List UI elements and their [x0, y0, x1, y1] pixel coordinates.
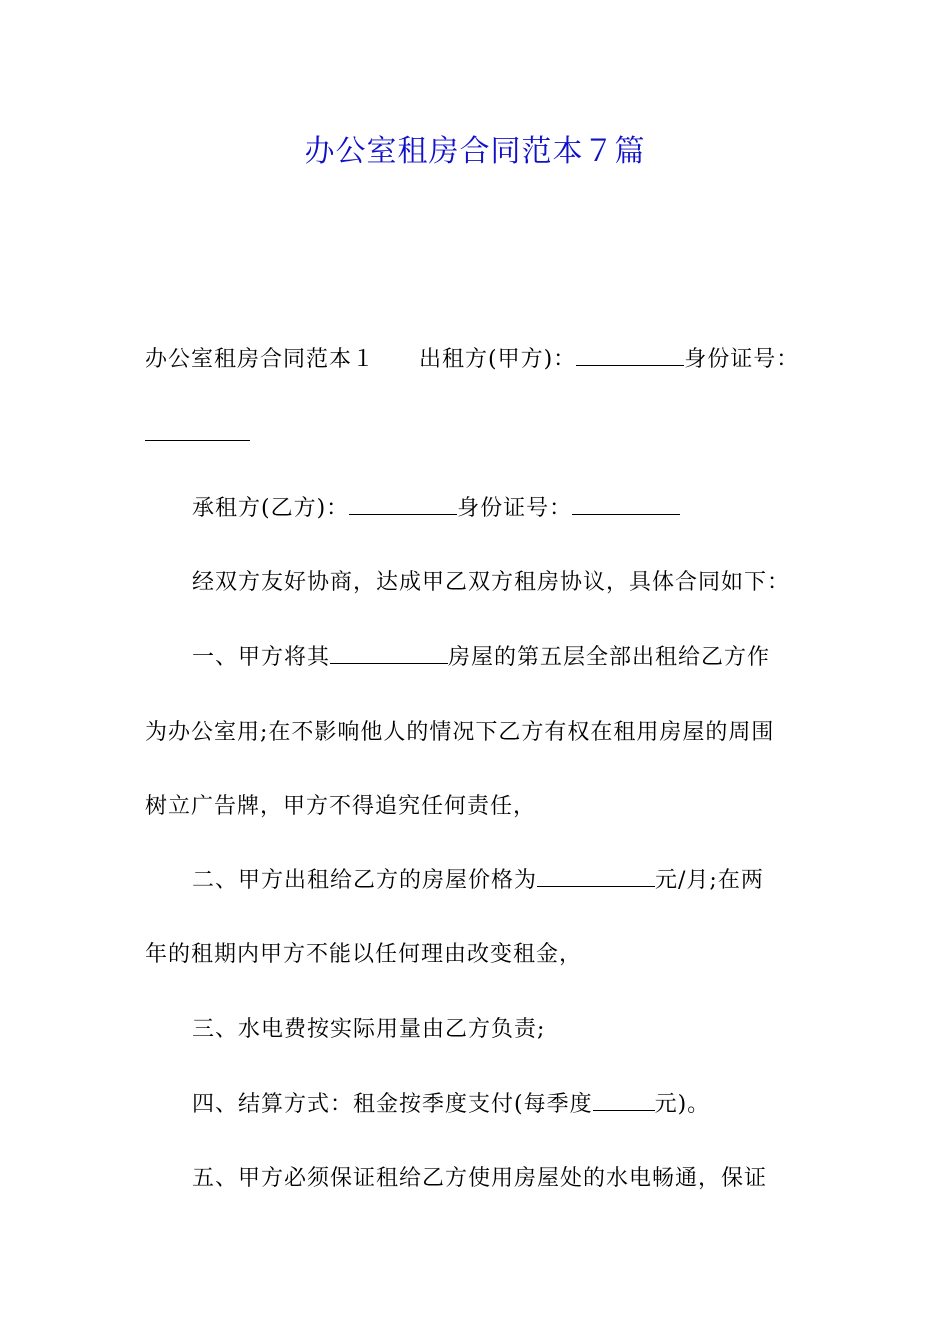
intro-paragraph: 经双方友好协商，达成甲乙双方租房协议，具体合同如下：	[192, 570, 791, 595]
clause-4-text-b: 元)。	[654, 1092, 711, 1117]
lessee-name-blank	[349, 496, 457, 515]
clause-2-text-a: 二、甲方出租给乙方的房屋价格为	[192, 868, 538, 893]
clause-2-text-b: 元/月;在两	[655, 868, 764, 893]
clause-1-line-3: 树立广告牌，甲方不得追究任何责任，	[145, 794, 537, 819]
lessor-id-blank	[145, 422, 250, 441]
clause-4	[192, 1090, 872, 1120]
lessee-id-blank	[572, 496, 680, 515]
clause-5: 五、甲方必须保证租给乙方使用房屋处的水电畅通，保证	[192, 1166, 768, 1191]
lessee-label: 承租方(乙方)：	[192, 496, 350, 521]
lessor-label: 出租方(甲方)：	[419, 347, 577, 372]
clause-1-text-b: 房屋的第五层全部出租给乙方作	[448, 645, 771, 670]
rent-amount-blank	[537, 868, 655, 887]
quarterly-amount-blank	[593, 1092, 655, 1111]
clause-3: 三、水电费按实际用量由乙方负责;	[192, 1017, 546, 1042]
section-label: 办公室租房合同范本１	[145, 347, 376, 372]
property-address-blank	[330, 645, 448, 664]
lessee-line	[192, 494, 872, 524]
clause-1-line-1	[192, 643, 872, 673]
clause-1-text-a: 一、甲方将其	[192, 645, 331, 670]
id-label-lessee: 身份证号：	[457, 496, 573, 521]
clause-2-line-2: 年的租期内甲方不能以任何理由改变租金，	[145, 942, 583, 967]
clause-4-text-a: 四、结算方式：租金按季度支付(每季度	[192, 1092, 593, 1117]
id-label-lessor: 身份证号：	[684, 347, 800, 372]
clause-2-line-1	[192, 866, 872, 896]
lessor-line	[145, 345, 825, 375]
lessor-id-line	[145, 420, 825, 450]
lessor-name-blank	[576, 347, 684, 366]
clause-1-line-2: 为办公室用;在不影响他人的情况下乙方有权在租用房屋的周围	[145, 720, 775, 745]
document-title: 办公室租房合同范本７篇	[304, 134, 646, 169]
